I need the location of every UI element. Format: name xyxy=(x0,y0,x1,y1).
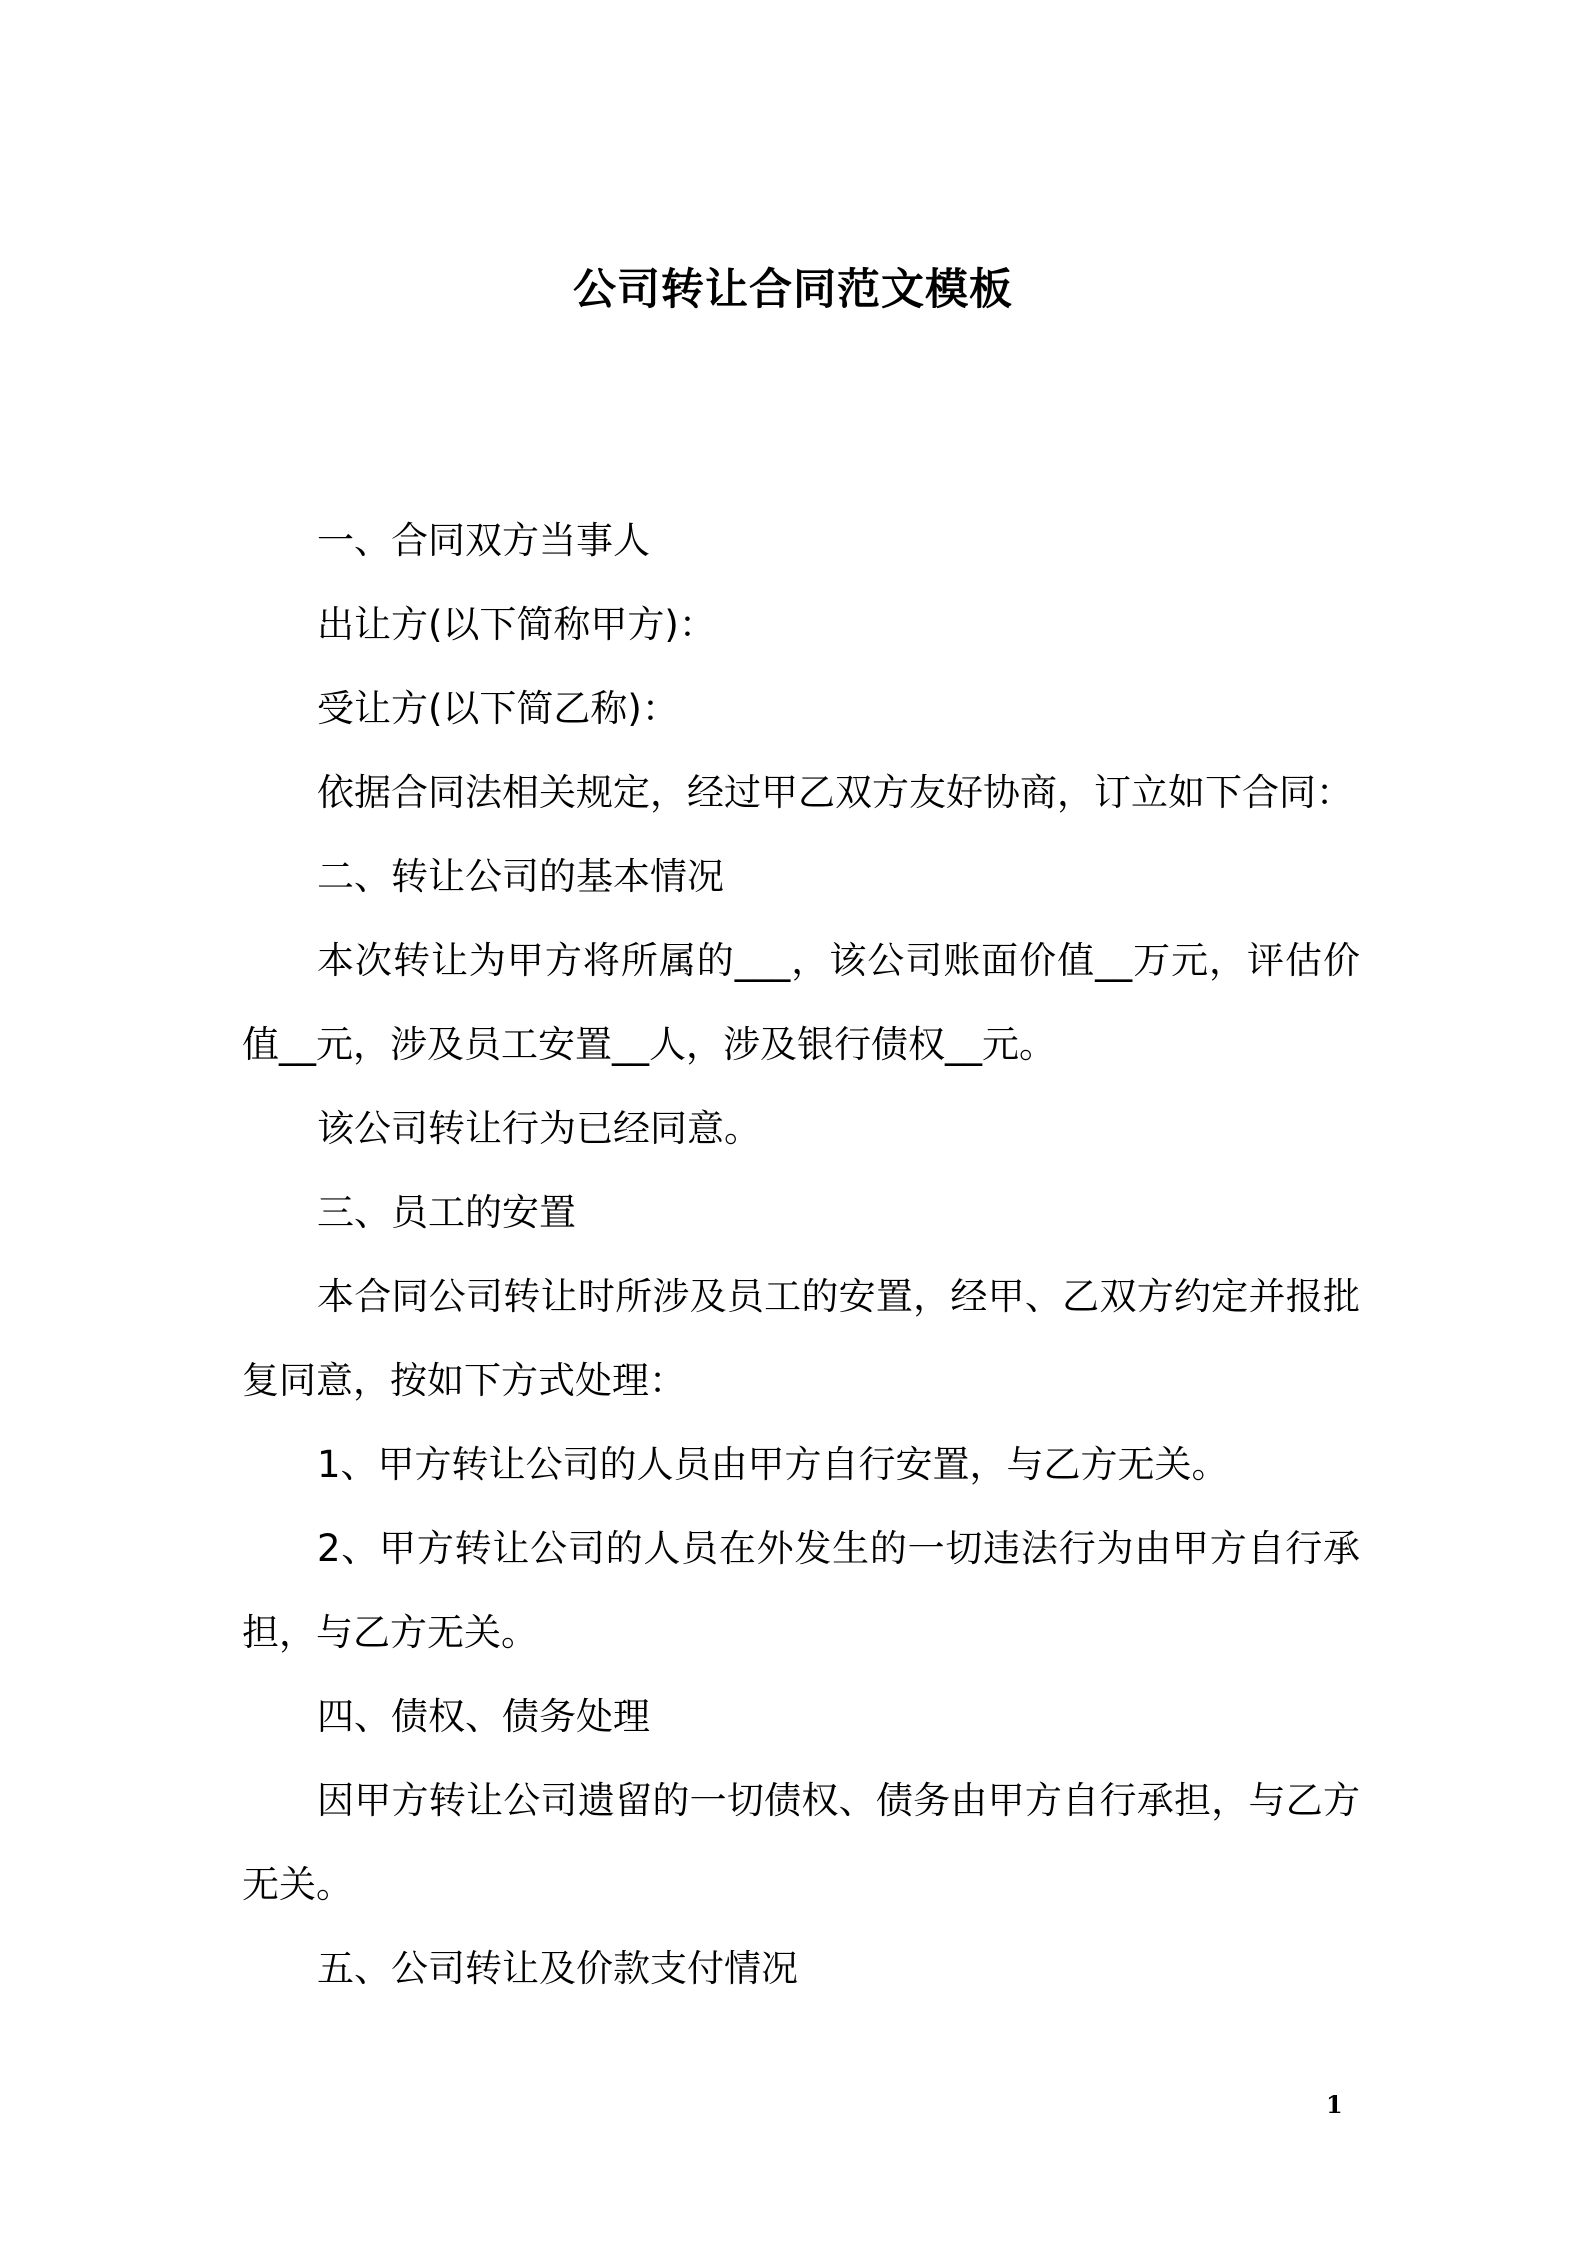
section-heading-payment: 五、公司转让及价款支付情况 xyxy=(317,1947,798,1990)
transferee-line: 受让方(以下简乙称)： xyxy=(317,687,679,730)
section-heading-debts: 四、债权、债务处理 xyxy=(317,1695,650,1738)
document-title: 公司转让合同范文模板 xyxy=(573,265,1013,315)
company-info-paragraph: 本次转让为甲方将所属的___，该公司账面价值__万元，评估价值__元，涉及员工安置__人，涉及银行债权__元。 xyxy=(242,939,1360,1066)
approval-paragraph: 该公司转让行为已经同意。 xyxy=(317,1107,761,1150)
debts-paragraph: 因甲方转让公司遗留的一切债权、债务由甲方自行承担，与乙方无关。 xyxy=(242,1779,1360,1906)
document-body xyxy=(242,499,1360,2011)
transferor-line: 出让方(以下简称甲方)： xyxy=(317,603,716,646)
staff-clause-1: 1、甲方转让公司的人员由甲方自行安置，与乙方无关。 xyxy=(317,1443,1229,1486)
section-heading-company-info: 二、转让公司的基本情况 xyxy=(317,855,724,898)
staff-arrangement-paragraph: 本合同公司转让时所涉及员工的安置，经甲、乙双方约定并报批复同意，按如下方式处理： xyxy=(242,1275,1360,1402)
section-heading-parties: 一、合同双方当事人 xyxy=(317,519,650,562)
section-heading-staff: 三、员工的安置 xyxy=(317,1191,576,1234)
agreement-basis-paragraph: 依据合同法相关规定，经过甲乙双方友好协商，订立如下合同： xyxy=(317,771,1353,814)
page-number: 1 xyxy=(1326,2090,1343,2119)
staff-clause-2: 2、甲方转让公司的人员在外发生的一切违法行为由甲方自行承担，与乙方无关。 xyxy=(242,1527,1360,1654)
